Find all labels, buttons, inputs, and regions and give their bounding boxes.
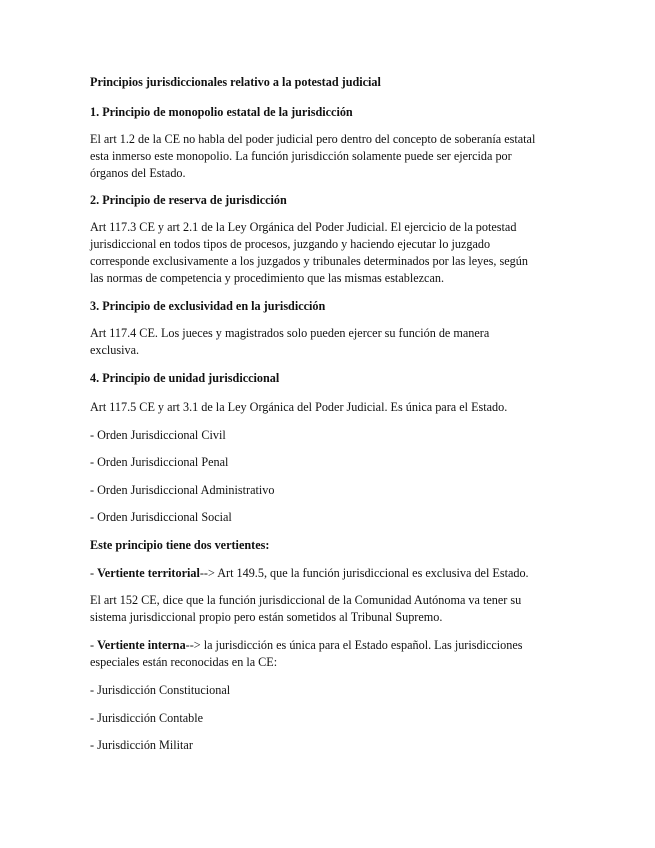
vertiente-territorial-text: --> Art 149.5, que la función jurisdiccional es exclusiva del Estado. — [199, 566, 529, 580]
vertiente-territorial-label: Vertiente territorial — [97, 566, 200, 580]
especial-list-item: - Jurisdicción Constitucional — [90, 683, 231, 697]
body-line: Art 117.3 CE y art 2.1 de la Ley Orgánica del Poder Judicial. El ejercicio de la potestad — [90, 220, 517, 234]
body-line: jurisdiccional en todos tipos de procesos, juzgando y haciendo ejecutar lo juzgado — [90, 237, 491, 251]
body-line: órganos del Estado. — [90, 166, 186, 180]
vertiente-prefix: - — [90, 566, 98, 580]
order-list-item: - Orden Jurisdiccional Administrativo — [90, 483, 275, 497]
section-1-body — [90, 131, 535, 182]
body-line: sistema jurisdiccional propio pero están sometidos al Tribunal Supremo. — [90, 610, 443, 624]
order-list-item: - Orden Jurisdiccional Civil — [90, 428, 226, 442]
order-list-item: - Orden Jurisdiccional Social — [90, 510, 232, 524]
order-list-item: - Orden Jurisdiccional Penal — [90, 455, 229, 469]
vertiente-interna-text: --> la jurisdicción es única para el Estado español. Las jurisdicciones — [185, 638, 523, 652]
art152-paragraph — [90, 592, 521, 626]
vertiente-prefix: - — [90, 638, 98, 652]
vertiente-interna — [90, 637, 523, 671]
section-4-heading: 4. Principio de unidad jurisdiccional — [90, 371, 280, 385]
body-line — [90, 637, 523, 654]
especial-list-item: - Jurisdicción Militar — [90, 738, 193, 752]
body-line: exclusiva. — [90, 343, 140, 357]
section-2-body — [90, 219, 528, 287]
body-line: las normas de competencia y procedimiento que las mismas establezcan. — [90, 271, 444, 285]
section-4-body: Art 117.5 CE y art 3.1 de la Ley Orgánica del Poder Judicial. Es única para el Estado. — [90, 400, 508, 414]
body-line: corresponde exclusivamente a los juzgados y tribunales determinados por las leyes, según — [90, 254, 528, 268]
section-3-body — [90, 325, 489, 359]
document-title: Principios jurisdiccionales relativo a la potestad judicial — [90, 75, 381, 89]
body-line: esta inmerso este monopolio. La función jurisdicción solamente puede ser ejercida por — [90, 149, 512, 163]
body-line: Art 117.4 CE. Los jueces y magistrados solo pueden ejercer su función de manera — [90, 326, 490, 340]
section-3-heading: 3. Principio de exclusividad en la jurisdicción — [90, 299, 326, 313]
vertiente-interna-label: Vertiente interna — [97, 638, 186, 652]
section-2-heading: 2. Principio de reserva de jurisdicción — [90, 193, 287, 207]
body-line: El art 152 CE, dice que la función jurisdiccional de la Comunidad Autónoma va tener su — [90, 593, 522, 607]
vertiente-territorial — [90, 565, 529, 582]
body-line: especiales están reconocidas en la CE: — [90, 655, 278, 669]
especial-list-item: - Jurisdicción Contable — [90, 711, 204, 725]
vertientes-heading: Este principio tiene dos vertientes: — [90, 538, 270, 552]
section-1-heading: 1. Principio de monopolio estatal de la jurisdicción — [90, 105, 353, 119]
body-line: El art 1.2 de la CE no habla del poder judicial pero dentro del concepto de soberanía estatal — [90, 132, 536, 146]
